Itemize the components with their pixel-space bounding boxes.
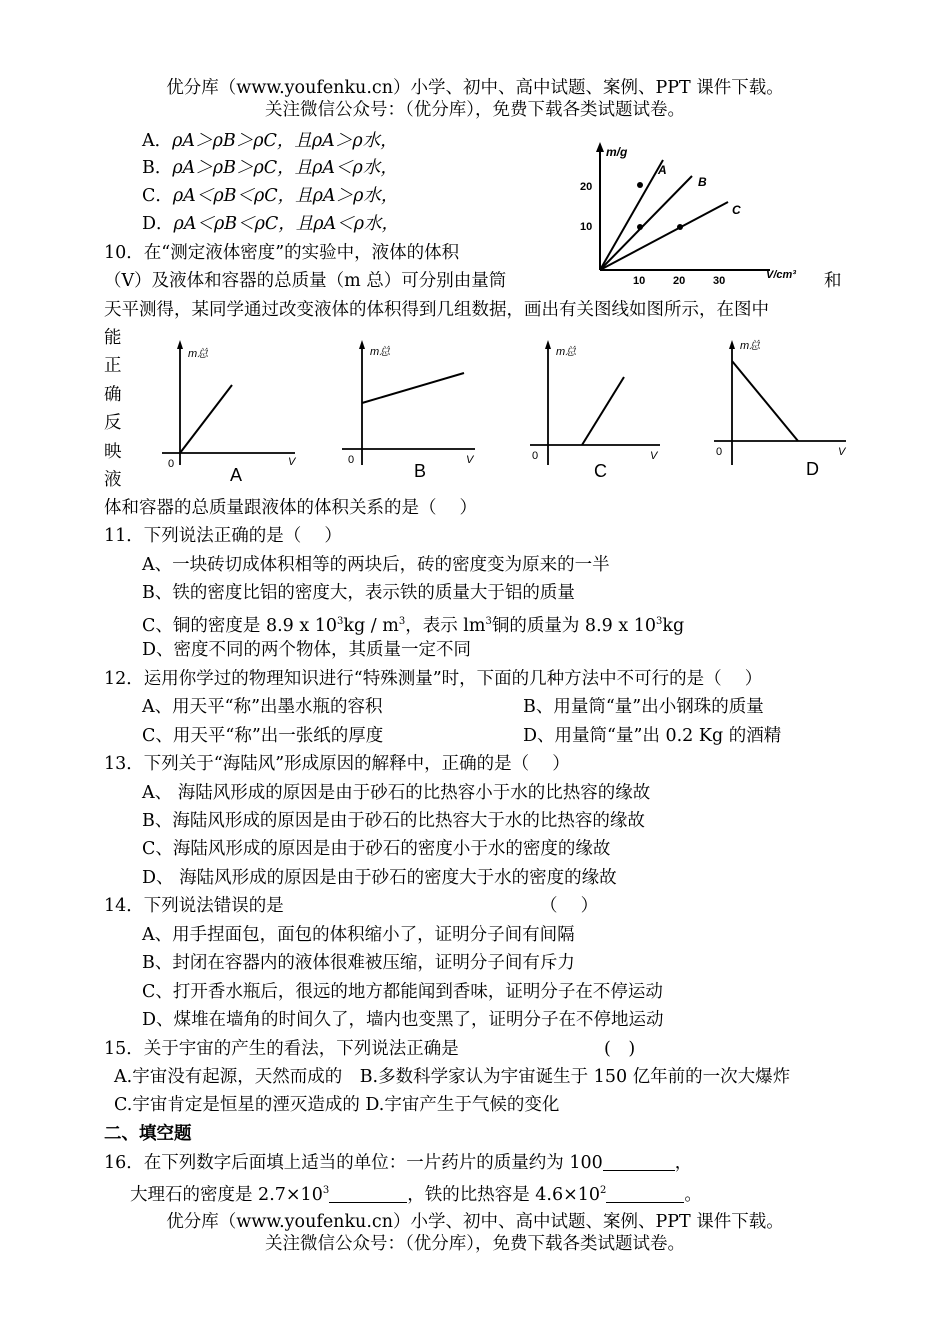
q10-vertical-1: 能 (104, 328, 122, 348)
q15-options-ab: A.宇宙没有起源，天然而成的 B.多数科学家认为宇宙诞生于 150 亿年前的一次大爆炸 (114, 1067, 791, 1087)
q11-option-a: A、一块砖切成体积相等的两块后，砖的密度变为原来的一半 (142, 555, 610, 575)
y-tick-20: 20 (580, 181, 593, 193)
q9-option-b: B．ρA＞ρB＞ρC，且ρA＜ρ水， (142, 158, 398, 178)
x-axis-label: V/cm³ (766, 269, 796, 281)
q10-graph-a (150, 335, 310, 485)
q10-vertical-4: 反 (104, 413, 122, 433)
graph-b-y-label: m总 (370, 346, 391, 358)
label-b: B (698, 175, 707, 189)
q13-option-d: D、 海陆风形成的原因是由于砂石的密度大于水的密度的缘故 (142, 868, 617, 888)
y-tick-10: 10 (580, 221, 593, 233)
graph-d-origin: 0 (716, 446, 723, 458)
q11-option-b: B、铁的密度比铝的密度大，表示铁的质量大于铝的质量 (142, 583, 575, 603)
q9-option-c: C．ρA＜ρB＜ρC，且ρA＞ρ水， (142, 186, 399, 206)
q10-line-2: （V）及液体和容器的总质量（m 总）可分别由量筒 (104, 271, 507, 291)
q9-option-d: D．ρA＜ρB＜ρC，且ρA＜ρ水， (142, 214, 399, 234)
q15-options-cd: C.宇宙肯定是恒星的湮灭造成的 D.宇宙产生于气候的变化 (114, 1095, 560, 1115)
graph-d-y-label: m总 (740, 340, 761, 352)
q13-option-c: C、海陆风形成的原因是由于砂石的密度小于水的密度的缘故 (142, 839, 611, 859)
y-axis-arrow (596, 142, 604, 152)
q13-option-a: A、 海陆风形成的原因是由于砂石的比热容小于水的比热容的缘故 (142, 783, 651, 803)
q15-paren: ( ) (604, 1039, 636, 1059)
q12-option-d: D、用量筒“量”出 0.2 Kg 的酒精 (523, 726, 782, 746)
q12-option-a: A、用天平“称”出墨水瓶的容积 (142, 697, 383, 717)
q16-line-1: 16．在下列数字后面填上适当的单位：一片药片的质量约为 100 ， (104, 1153, 693, 1173)
q10-line-1: 10．在“测定液体密度”的实验中，液体的体积 (104, 243, 460, 263)
q10-vertical-5: 映 (104, 442, 122, 462)
x-tick-30: 30 (713, 275, 726, 287)
q11-option-c: C、铜的密度是 8.9 x $10^3kg / m^3$，表示 $lm^3$铜的质量为 8.9 x $10^3kg$ (142, 616, 685, 636)
q10-vertical-6: 液 (104, 470, 122, 490)
graph-c-label: C (594, 461, 607, 481)
header-line-1: 优分库（www.youfenku.cn）小学、初中、高中试题、案例、PPT 课件下载。 (166, 78, 784, 98)
q14-option-b: B、封闭在容器内的液体很难被压缩，证明分子间有斥力 (142, 953, 575, 973)
y-axis-label: m/g (606, 145, 628, 159)
point-b (637, 224, 643, 230)
q10-vertical-2: 正 (104, 356, 122, 376)
graph-a-x-label: V (288, 456, 296, 468)
q13-option-b: B、海陆风形成的原因是由于砂石的比热容大于水的比热容的缘故 (142, 811, 645, 831)
graph-b-x-label: V (466, 454, 474, 466)
q12-stem: 12．运用你学过的物理知识进行“特殊测量”时，下面的几种方法中不可行的是（ ） (104, 669, 763, 689)
footer-line-1: 优分库（www.youfenku.cn）小学、初中、高中试题、案例、PPT 课件下载。 (166, 1212, 784, 1232)
q14-paren: （ ） (540, 896, 599, 916)
q12-option-c: C、用天平“称”出一张纸的厚度 (142, 726, 384, 746)
q10-graph-d (700, 335, 860, 485)
q10-graph-c (520, 335, 680, 485)
q14-option-d: D、煤堆在墙角的时间久了，墙内也变黑了，证明分子在不停地运动 (142, 1010, 664, 1030)
q10-graph-b (330, 335, 490, 485)
graph-a-origin: 0 (168, 458, 175, 470)
point-a (637, 182, 643, 188)
q15-stem: 15．关于宇宙的产生的看法，下列说法正确是 (104, 1039, 459, 1059)
label-a: A (658, 163, 667, 177)
graph-c-origin: 0 (532, 450, 539, 462)
graph-b-label: B (414, 461, 427, 481)
q10-line-2-end: 和 (824, 271, 842, 291)
q14-option-c: C、打开香水瓶后，很远的地方都能闻到香味，证明分子在不停运动 (142, 982, 663, 1002)
footer-line-2: 关注微信公众号：（优分库），免费下载各类试题试卷。 (265, 1234, 685, 1254)
q16-blank-3[interactable] (606, 1186, 684, 1203)
q16-blank-2[interactable] (329, 1186, 407, 1203)
label-c: C (732, 203, 741, 217)
q16-line-2: 大理石的密度是 $2.7\times 10^3$ ，铁的比热容是 $4.6\times 10^2$ 。 (130, 1185, 702, 1205)
q14-stem: 14．下列说法错误的是 (104, 896, 284, 916)
q14-option-a: A、用手捏面包，面包的体积缩小了，证明分子间有间隔 (142, 925, 575, 945)
header-line-2: 关注微信公众号：（优分库），免费下载各类试题试卷。 (265, 100, 685, 120)
graph-a-label: A (230, 465, 243, 485)
q9-density-graph (570, 138, 810, 288)
q11-option-d: D、密度不同的两个物体，其质量一定不同 (142, 640, 472, 660)
q11-stem: 11．下列说法正确的是（ ） (104, 526, 342, 546)
section-2-title: 二、填空题 (104, 1124, 192, 1144)
q12-option-b: B、用量筒“量”出小钢珠的质量 (523, 697, 764, 717)
graph-a-y-label: m总 (188, 348, 209, 360)
point-c (677, 224, 683, 230)
q10-line-3: 天平测得，某同学通过改变液体的体积得到几组数据，画出有关图线如图所示，在图中 (104, 300, 769, 320)
q13-stem: 13．下列关于“海陆风”形成原因的解释中，正确的是（ ） (104, 754, 570, 774)
graph-b-origin: 0 (348, 454, 355, 466)
q16-blank-1[interactable] (603, 1154, 675, 1171)
q10-vertical-3: 确 (104, 385, 122, 405)
x-tick-10: 10 (633, 275, 646, 287)
graph-c-y-label: m总 (556, 346, 577, 358)
graph-c-x-label: V (650, 450, 658, 462)
graph-d-label: D (806, 459, 819, 479)
x-tick-20: 20 (673, 275, 686, 287)
q10-line-4: 体和容器的总质量跟液体的体积关系的是（ ） (104, 498, 478, 518)
graph-d-x-label: V (838, 446, 846, 458)
q9-option-a: A．ρA＞ρB＞ρC，且ρA＞ρ水， (142, 131, 398, 151)
